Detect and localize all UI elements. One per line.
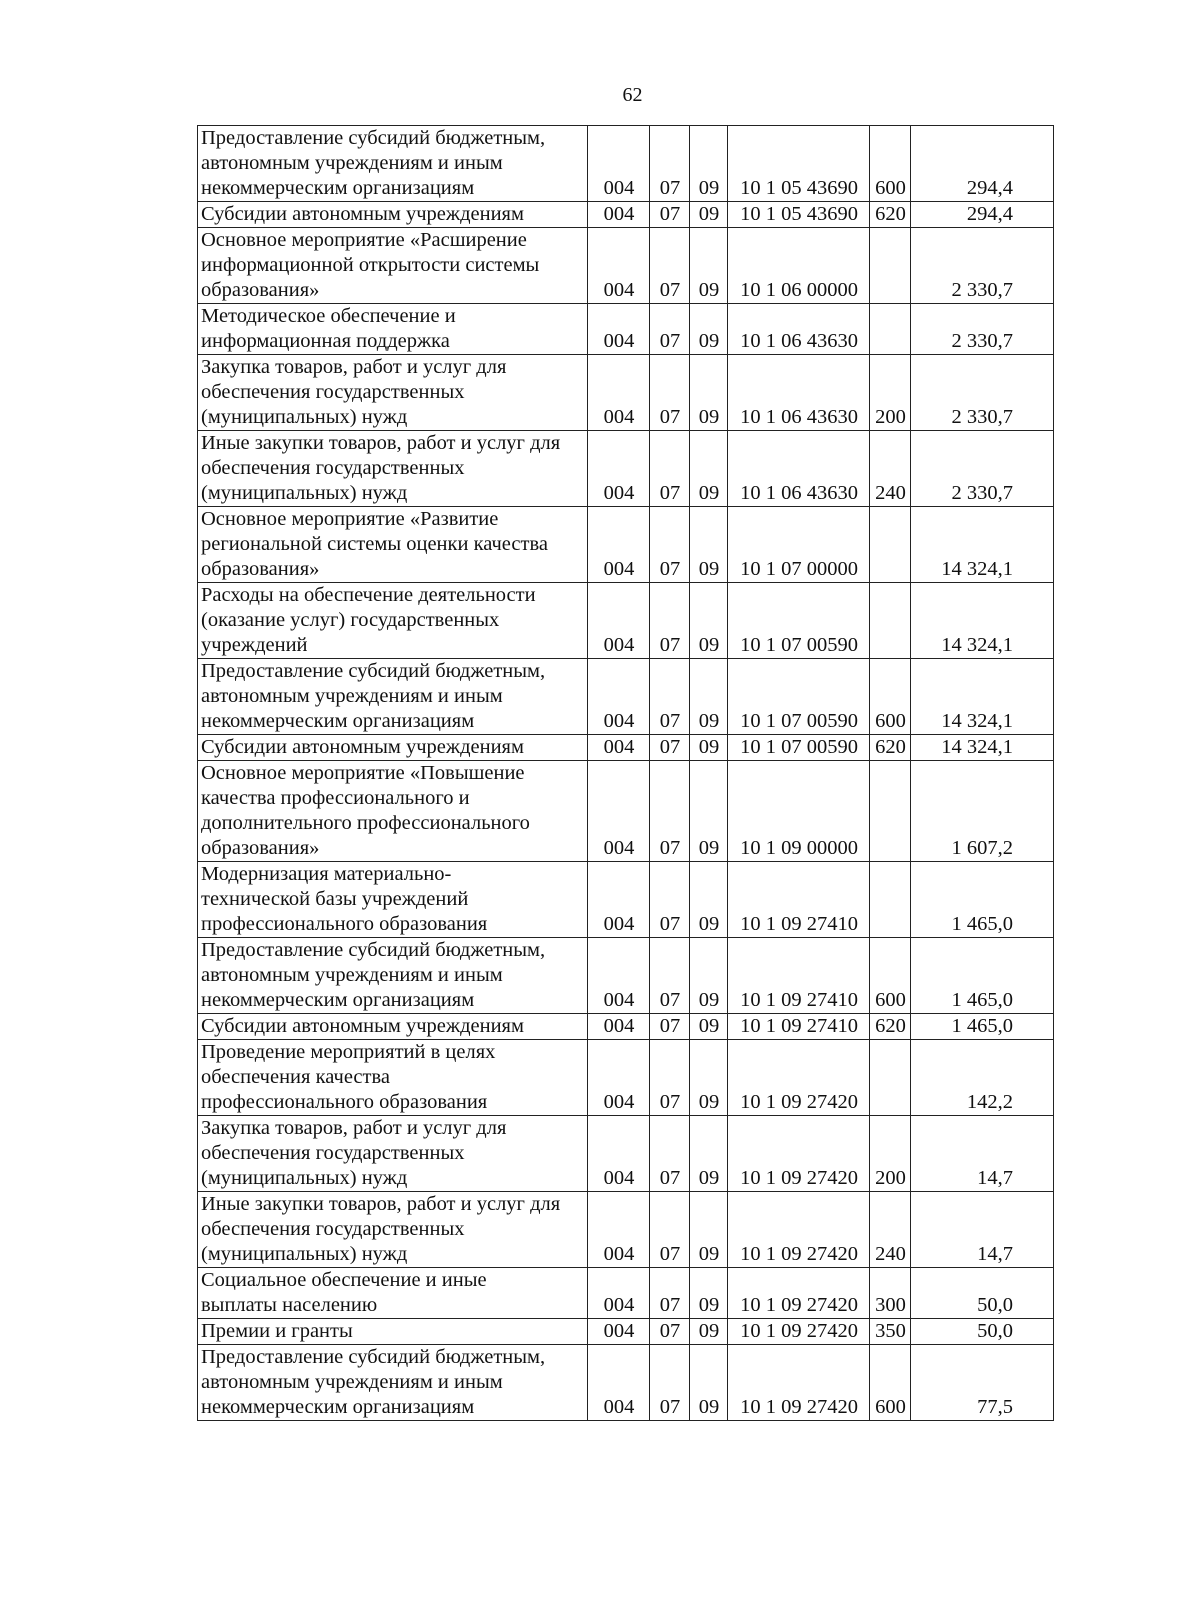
expense-name-line: профессионального образования xyxy=(201,913,488,935)
cell-expense-type: 600 xyxy=(870,659,911,735)
table-row xyxy=(198,862,1054,938)
cell-amount: 50,0 xyxy=(911,1268,1054,1319)
cell-section: 07 xyxy=(650,659,690,735)
cell-target-article: 10 1 06 43630 xyxy=(728,304,870,355)
expense-name-line: автономным учреждениям и иным xyxy=(201,685,503,707)
cell-expense-name xyxy=(198,735,588,761)
cell-subsection: 09 xyxy=(690,1345,728,1421)
cell-subsection: 09 xyxy=(690,126,728,202)
cell-subsection: 09 xyxy=(690,1192,728,1268)
table-row xyxy=(198,507,1054,583)
cell-admin-code: 004 xyxy=(588,659,650,735)
table-row xyxy=(198,761,1054,862)
cell-subsection: 09 xyxy=(690,355,728,431)
cell-expense-type xyxy=(870,583,911,659)
cell-expense-type xyxy=(870,507,911,583)
table-row xyxy=(198,304,1054,355)
expense-name-line: Предоставление субсидий бюджетным, xyxy=(201,1346,546,1368)
cell-expense-type xyxy=(870,862,911,938)
expense-name-line: автономным учреждениям и иным xyxy=(201,964,503,986)
expense-name-line: Основное мероприятие «Развитие xyxy=(201,508,499,530)
cell-subsection: 09 xyxy=(690,1040,728,1116)
cell-target-article: 10 1 09 27420 xyxy=(728,1345,870,1421)
table-row xyxy=(198,228,1054,304)
cell-expense-name xyxy=(198,304,588,355)
cell-admin-code: 004 xyxy=(588,202,650,228)
cell-expense-type: 240 xyxy=(870,431,911,507)
cell-expense-name xyxy=(198,431,588,507)
expense-name-line: автономным учреждениям и иным xyxy=(201,152,503,174)
cell-target-article: 10 1 09 27410 xyxy=(728,862,870,938)
cell-amount: 2 330,7 xyxy=(911,355,1054,431)
cell-admin-code: 004 xyxy=(588,1014,650,1040)
cell-subsection: 09 xyxy=(690,431,728,507)
expense-name-line: информационной открытости системы xyxy=(201,254,540,276)
cell-expense-name xyxy=(198,1040,588,1116)
cell-amount: 14 324,1 xyxy=(911,507,1054,583)
table-row xyxy=(198,735,1054,761)
expense-name-line: Социальное обеспечение и иные xyxy=(201,1269,487,1291)
cell-subsection: 09 xyxy=(690,1319,728,1345)
cell-target-article: 10 1 09 00000 xyxy=(728,761,870,862)
cell-expense-name xyxy=(198,1319,588,1345)
cell-admin-code: 004 xyxy=(588,583,650,659)
cell-expense-type: 200 xyxy=(870,1116,911,1192)
cell-target-article: 10 1 05 43690 xyxy=(728,126,870,202)
expense-name-line: некоммерческим организациям xyxy=(201,177,475,199)
cell-subsection: 09 xyxy=(690,507,728,583)
expense-name-line: (оказание услуг) государственных xyxy=(201,609,500,631)
table-row xyxy=(198,1319,1054,1345)
cell-admin-code: 004 xyxy=(588,355,650,431)
cell-section: 07 xyxy=(650,507,690,583)
cell-expense-type: 600 xyxy=(870,126,911,202)
cell-subsection: 09 xyxy=(690,761,728,862)
cell-expense-name xyxy=(198,355,588,431)
expense-name-line: Предоставление субсидий бюджетным, xyxy=(201,127,546,149)
table-row xyxy=(198,431,1054,507)
table-row xyxy=(198,1014,1054,1040)
cell-section: 07 xyxy=(650,938,690,1014)
cell-expense-name xyxy=(198,1192,588,1268)
cell-section: 07 xyxy=(650,202,690,228)
cell-target-article: 10 1 09 27420 xyxy=(728,1192,870,1268)
cell-target-article: 10 1 07 00000 xyxy=(728,507,870,583)
cell-amount: 14 324,1 xyxy=(911,735,1054,761)
table-row xyxy=(198,659,1054,735)
cell-target-article: 10 1 09 27420 xyxy=(728,1268,870,1319)
cell-expense-type xyxy=(870,1040,911,1116)
table-row xyxy=(198,1040,1054,1116)
table-row xyxy=(198,1192,1054,1268)
cell-target-article: 10 1 07 00590 xyxy=(728,735,870,761)
cell-subsection: 09 xyxy=(690,1116,728,1192)
cell-expense-name xyxy=(198,583,588,659)
cell-section: 07 xyxy=(650,431,690,507)
cell-expense-type: 350 xyxy=(870,1319,911,1345)
cell-expense-name xyxy=(198,228,588,304)
page-number: 62 xyxy=(622,84,643,106)
cell-admin-code: 004 xyxy=(588,228,650,304)
cell-expense-type: 620 xyxy=(870,202,911,228)
expense-name-line: (муниципальных) нужд xyxy=(201,482,408,504)
cell-subsection: 09 xyxy=(690,735,728,761)
cell-admin-code: 004 xyxy=(588,735,650,761)
cell-section: 07 xyxy=(650,1192,690,1268)
cell-amount: 1 465,0 xyxy=(911,862,1054,938)
expense-name-line: Иные закупки товаров, работ и услуг для xyxy=(201,432,561,454)
cell-amount: 2 330,7 xyxy=(911,304,1054,355)
cell-amount: 2 330,7 xyxy=(911,228,1054,304)
cell-section: 07 xyxy=(650,126,690,202)
expense-name-line: автономным учреждениям и иным xyxy=(201,1371,503,1393)
cell-amount: 1 465,0 xyxy=(911,938,1054,1014)
cell-expense-type: 620 xyxy=(870,735,911,761)
cell-amount: 1 465,0 xyxy=(911,1014,1054,1040)
cell-subsection: 09 xyxy=(690,1268,728,1319)
cell-target-article: 10 1 09 27420 xyxy=(728,1116,870,1192)
expense-name-line: Субсидии автономным учреждениям xyxy=(201,203,524,225)
expense-name-line: Закупка товаров, работ и услуг для xyxy=(201,356,507,378)
cell-amount: 142,2 xyxy=(911,1040,1054,1116)
cell-amount: 77,5 xyxy=(911,1345,1054,1421)
cell-expense-type xyxy=(870,761,911,862)
expense-name-line: некоммерческим организациям xyxy=(201,710,475,732)
expense-name-line: обеспечения качества xyxy=(201,1066,390,1088)
cell-expense-type xyxy=(870,228,911,304)
budget-table xyxy=(197,125,1054,1421)
table-row xyxy=(198,1268,1054,1319)
cell-expense-name xyxy=(198,761,588,862)
cell-target-article: 10 1 06 43630 xyxy=(728,355,870,431)
cell-subsection: 09 xyxy=(690,228,728,304)
cell-expense-type xyxy=(870,304,911,355)
cell-section: 07 xyxy=(650,862,690,938)
cell-expense-name xyxy=(198,507,588,583)
expense-name-line: профессионального образования xyxy=(201,1091,488,1113)
expense-name-line: Проведение мероприятий в целях xyxy=(201,1041,496,1063)
table-row xyxy=(198,126,1054,202)
cell-expense-type: 300 xyxy=(870,1268,911,1319)
cell-admin-code: 004 xyxy=(588,507,650,583)
expense-name-line: региональной системы оценки качества xyxy=(201,533,548,555)
cell-admin-code: 004 xyxy=(588,1345,650,1421)
cell-target-article: 10 1 07 00590 xyxy=(728,583,870,659)
cell-amount: 14 324,1 xyxy=(911,583,1054,659)
cell-target-article: 10 1 06 00000 xyxy=(728,228,870,304)
expense-name-line: некоммерческим организациям xyxy=(201,989,475,1011)
cell-expense-type: 200 xyxy=(870,355,911,431)
expense-name-line: образования» xyxy=(201,558,320,580)
cell-section: 07 xyxy=(650,761,690,862)
cell-expense-name xyxy=(198,202,588,228)
expense-name-line: (муниципальных) нужд xyxy=(201,1243,408,1265)
cell-section: 07 xyxy=(650,1116,690,1192)
table-row xyxy=(198,355,1054,431)
expense-name-line: качества профессионального и xyxy=(201,787,470,809)
cell-section: 07 xyxy=(650,355,690,431)
expense-name-line: Модернизация материально- xyxy=(201,863,452,885)
cell-subsection: 09 xyxy=(690,938,728,1014)
expense-name-line: Иные закупки товаров, работ и услуг для xyxy=(201,1193,561,1215)
cell-expense-name xyxy=(198,1345,588,1421)
expense-name-line: Методическое обеспечение и xyxy=(201,305,456,327)
cell-amount: 1 607,2 xyxy=(911,761,1054,862)
cell-subsection: 09 xyxy=(690,202,728,228)
cell-section: 07 xyxy=(650,1268,690,1319)
budget-table-body xyxy=(198,126,1054,1421)
expense-name-line: некоммерческим организациям xyxy=(201,1396,475,1418)
expense-name-line: Премии и гранты xyxy=(201,1320,353,1342)
expense-name-line: Основное мероприятие «Расширение xyxy=(201,229,527,251)
cell-subsection: 09 xyxy=(690,659,728,735)
table-row xyxy=(198,938,1054,1014)
cell-section: 07 xyxy=(650,583,690,659)
expense-name-line: Предоставление субсидий бюджетным, xyxy=(201,660,546,682)
expense-name-line: Субсидии автономным учреждениям xyxy=(201,1015,524,1037)
cell-target-article: 10 1 09 27410 xyxy=(728,1014,870,1040)
table-row xyxy=(198,1116,1054,1192)
table-row xyxy=(198,583,1054,659)
cell-target-article: 10 1 09 27420 xyxy=(728,1040,870,1116)
cell-expense-type: 620 xyxy=(870,1014,911,1040)
table-row xyxy=(198,202,1054,228)
expense-name-line: выплаты населению xyxy=(201,1294,378,1316)
expense-name-line: Расходы на обеспечение деятельности xyxy=(201,584,536,606)
cell-subsection: 09 xyxy=(690,304,728,355)
cell-admin-code: 004 xyxy=(588,1192,650,1268)
cell-amount: 294,4 xyxy=(911,202,1054,228)
cell-admin-code: 004 xyxy=(588,304,650,355)
cell-amount: 14,7 xyxy=(911,1192,1054,1268)
cell-admin-code: 004 xyxy=(588,761,650,862)
cell-expense-name xyxy=(198,659,588,735)
cell-target-article: 10 1 05 43690 xyxy=(728,202,870,228)
cell-section: 07 xyxy=(650,1345,690,1421)
cell-expense-name xyxy=(198,938,588,1014)
expense-name-line: Основное мероприятие «Повышение xyxy=(201,762,525,784)
cell-admin-code: 004 xyxy=(588,862,650,938)
cell-section: 07 xyxy=(650,228,690,304)
cell-amount: 14 324,1 xyxy=(911,659,1054,735)
cell-amount: 50,0 xyxy=(911,1319,1054,1345)
cell-target-article: 10 1 09 27420 xyxy=(728,1319,870,1345)
cell-section: 07 xyxy=(650,735,690,761)
cell-admin-code: 004 xyxy=(588,431,650,507)
expense-name-line: Субсидии автономным учреждениям xyxy=(201,736,524,758)
cell-section: 07 xyxy=(650,1040,690,1116)
expense-name-line: (муниципальных) нужд xyxy=(201,406,408,428)
expense-name-line: Закупка товаров, работ и услуг для xyxy=(201,1117,507,1139)
cell-subsection: 09 xyxy=(690,1014,728,1040)
cell-admin-code: 004 xyxy=(588,1040,650,1116)
expense-name-line: обеспечения государственных xyxy=(201,381,465,403)
cell-amount: 14,7 xyxy=(911,1116,1054,1192)
cell-expense-name xyxy=(198,1268,588,1319)
cell-expense-name xyxy=(198,126,588,202)
cell-expense-name xyxy=(198,862,588,938)
expense-name-line: технической базы учреждений xyxy=(201,888,469,910)
expense-name-line: дополнительного профессионального xyxy=(201,812,530,834)
expense-name-line: обеспечения государственных xyxy=(201,1218,465,1240)
cell-admin-code: 004 xyxy=(588,938,650,1014)
cell-amount: 2 330,7 xyxy=(911,431,1054,507)
expense-name-line: обеспечения государственных xyxy=(201,1142,465,1164)
cell-admin-code: 004 xyxy=(588,1319,650,1345)
cell-admin-code: 004 xyxy=(588,126,650,202)
expense-name-line: (муниципальных) нужд xyxy=(201,1167,408,1189)
cell-expense-name xyxy=(198,1116,588,1192)
cell-amount: 294,4 xyxy=(911,126,1054,202)
cell-admin-code: 004 xyxy=(588,1268,650,1319)
cell-section: 07 xyxy=(650,304,690,355)
cell-admin-code: 004 xyxy=(588,1116,650,1192)
cell-section: 07 xyxy=(650,1319,690,1345)
cell-subsection: 09 xyxy=(690,583,728,659)
cell-expense-type: 240 xyxy=(870,1192,911,1268)
cell-expense-type: 600 xyxy=(870,938,911,1014)
cell-target-article: 10 1 07 00590 xyxy=(728,659,870,735)
expense-name-line: учреждений xyxy=(201,634,308,656)
table-row xyxy=(198,1345,1054,1421)
cell-section: 07 xyxy=(650,1014,690,1040)
cell-subsection: 09 xyxy=(690,862,728,938)
expense-name-line: образования» xyxy=(201,279,320,301)
cell-expense-name xyxy=(198,1014,588,1040)
expense-name-line: Предоставление субсидий бюджетным, xyxy=(201,939,546,961)
expense-name-line: информационная поддержка xyxy=(201,330,450,352)
cell-expense-type: 600 xyxy=(870,1345,911,1421)
expense-name-line: образования» xyxy=(201,837,320,859)
cell-target-article: 10 1 09 27410 xyxy=(728,938,870,1014)
cell-target-article: 10 1 06 43630 xyxy=(728,431,870,507)
expense-name-line: обеспечения государственных xyxy=(201,457,465,479)
